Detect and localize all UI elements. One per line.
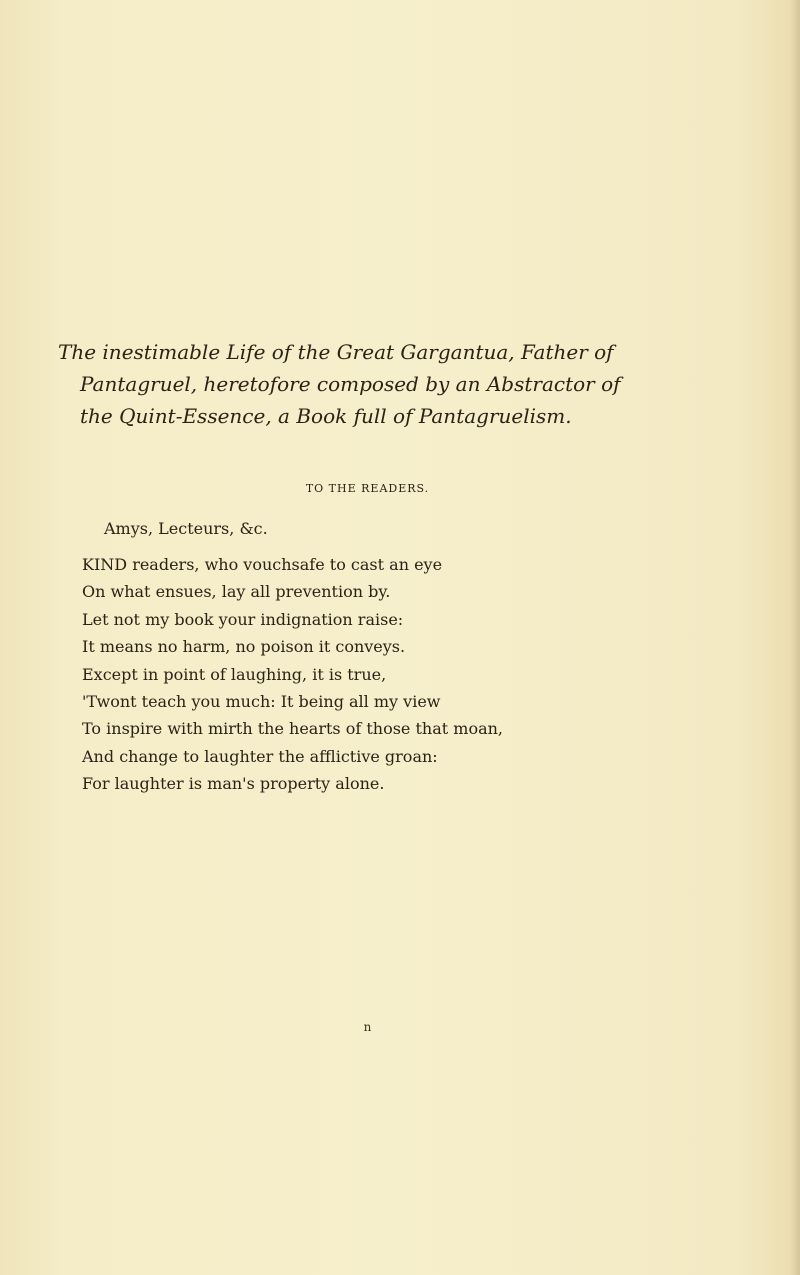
poem-line: For laughter is man's property alone. (82, 774, 385, 794)
title-line-3: the Quint-Essence, a Book full of Pantagruelism. (80, 404, 572, 428)
section-heading: TO THE READERS. (305, 482, 430, 495)
poem-line: Let not my book your indignation raise: (82, 609, 404, 629)
poem-line: On what ensues, lay all prevention by. (82, 582, 391, 602)
title-line-2: Pantagruel, heretofore composed by an Abstractor of (80, 372, 621, 396)
page-edge-shadow (790, 0, 800, 1275)
poem-line: To inspire with mirth the hearts of those that moan, (82, 719, 504, 739)
title-line-1: The inestimable Life of the Great Gargantua, Father of (58, 340, 614, 364)
poem-line: And change to laughter the afflictive groan: (82, 746, 438, 766)
poem-line: 'Twont teach you much: It being all my view (82, 692, 441, 712)
poem (82, 551, 762, 798)
poem-line: KIND readers, who vouchsafe to cast an eye (82, 555, 443, 574)
salutation: Amys, Lecteurs, &c. (104, 519, 268, 538)
book-title (58, 336, 758, 432)
poem-line: It means no harm, no poison it conveys. (82, 637, 406, 657)
page-folio: n (363, 1020, 372, 1034)
poem-line: Except in point of laughing, it is true, (82, 664, 387, 684)
